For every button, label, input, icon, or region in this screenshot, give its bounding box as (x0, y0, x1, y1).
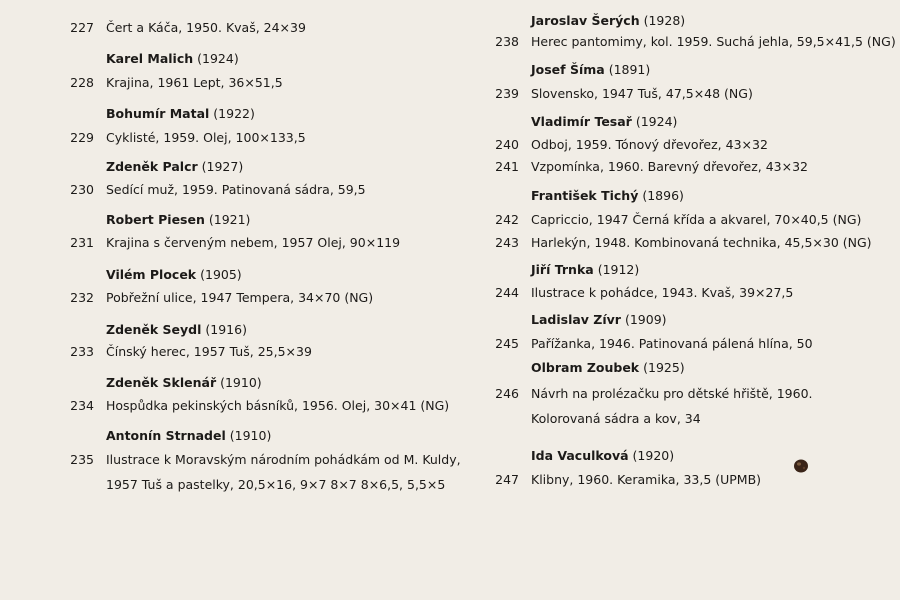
artist-name: Robert Piesen (106, 212, 205, 227)
entry-text: Capriccio, 1947 Černá křída a akvarel, 70×40,5 (NG) (531, 212, 862, 227)
artist-name: Olbram Zoubek (531, 360, 640, 375)
artist-year: (1924) (197, 51, 239, 66)
entry-text: Krajina s červeným nebem, 1957 Olej, 90×119 (106, 235, 401, 250)
artist-year: (1927) (201, 159, 244, 174)
artist-heading (531, 11, 685, 31)
entry-text: Ilustrace k pohádce, 1943. Kvaš, 39×27,5 (531, 285, 794, 300)
entry-text: Cyklisté, 1959. Olej, 100×133,5 (106, 130, 306, 145)
entry-number: 227 (70, 20, 94, 35)
artist-heading (106, 265, 242, 285)
artist-name: Jaroslav Šerých (531, 13, 640, 28)
entry-text: Návrh na prolézačku pro dětské hřiště, 1960. (531, 386, 813, 401)
entry-text: Hospůdka pekinských básníků, 1956. Olej, 30×41 (NG) (106, 398, 450, 413)
artist-heading (531, 310, 667, 330)
entry-text: Sedící muž, 1959. Patinovaná sádra, 59,5 (106, 182, 366, 197)
artist-year: (1891) (608, 62, 651, 77)
artist-year: (1921) (208, 212, 251, 227)
entry-number: 243 (495, 235, 519, 250)
artist-name: Karel Malich (106, 51, 194, 66)
artist-name: Ida Vaculková (531, 448, 629, 463)
artist-year: (1925) (643, 360, 685, 375)
entry-text: Herec pantomimy, kol. 1959. Suchá jehla, 59,5×41,5 (NG) (531, 34, 896, 49)
entry-number: 232 (70, 290, 94, 305)
artist-name: František Tichý (531, 188, 639, 203)
artist-heading (106, 426, 271, 446)
entry-text: Kolorovaná sádra a kov, 34 (531, 411, 701, 426)
entry-text: Ilustrace k Moravským národním pohádkám od M. Kuldy, (106, 452, 461, 467)
entry-number: 244 (495, 285, 519, 300)
artist-heading (106, 320, 247, 340)
artist-year: (1912) (597, 262, 640, 277)
artist-year: (1896) (642, 188, 684, 203)
artist-heading (531, 186, 684, 206)
artist-heading (531, 358, 685, 378)
artist-heading (531, 446, 674, 466)
artist-heading (106, 210, 250, 230)
artist-name: Vilém Plocek (106, 267, 197, 282)
artist-name: Jiří Trnka (531, 262, 594, 277)
entry-number: 230 (70, 182, 94, 197)
artist-year: (1909) (624, 312, 667, 327)
artist-year: (1910) (220, 375, 262, 390)
artist-name: Vladimír Tesař (531, 114, 632, 129)
entry-text: Slovensko, 1947 Tuš, 47,5×48 (NG) (531, 86, 753, 101)
entry-text: Vzpomínka, 1960. Barevný dřevořez, 43×32 (531, 159, 809, 174)
entry-text: Pobřežní ulice, 1947 Tempera, 34×70 (NG) (106, 290, 374, 305)
entry-number: 242 (495, 212, 519, 227)
entry-number: 238 (495, 34, 519, 49)
artist-heading (531, 112, 677, 132)
artist-heading (531, 260, 639, 280)
entry-number: 239 (495, 86, 519, 101)
entry-text: 1957 Tuš a pastelky, 20,5×16, 9×7 8×7 8×6,5, 5,5×5 (106, 477, 446, 492)
artist-heading (106, 49, 239, 69)
artist-year: (1920) (632, 448, 675, 463)
ink-stain (792, 458, 810, 474)
entry-number: 241 (495, 159, 519, 174)
artist-heading (106, 373, 262, 393)
artist-name: Zdeněk Sklenář (106, 375, 217, 390)
entry-text: Čert a Káča, 1950. Kvaš, 24×39 (106, 20, 306, 35)
entry-text: Odboj, 1959. Tónový dřevořez, 43×32 (531, 137, 768, 152)
artist-name: Antonín Strnadel (106, 428, 226, 443)
entry-number: 231 (70, 235, 94, 250)
entry-number: 240 (495, 137, 519, 152)
entry-number: 234 (70, 398, 94, 413)
entry-text: Čínský herec, 1957 Tuš, 25,5×39 (106, 344, 312, 359)
entry-text: Klibny, 1960. Keramika, 33,5 (UPMB) (531, 472, 762, 487)
entry-number: 245 (495, 336, 519, 351)
entry-number: 229 (70, 130, 94, 145)
entry-text: Harlekýn, 1948. Kombinovaná technika, 45,5×30 (NG) (531, 235, 872, 250)
artist-year: (1928) (643, 13, 686, 28)
artist-year: (1910) (229, 428, 272, 443)
entry-number: 228 (70, 75, 94, 90)
artist-name: Ladislav Zívr (531, 312, 621, 327)
entry-number: 246 (495, 386, 519, 401)
artist-heading (106, 157, 243, 177)
artist-year: (1924) (635, 114, 678, 129)
artist-name: Josef Šíma (531, 62, 605, 77)
artist-name: Zdeněk Palcr (106, 159, 198, 174)
artist-heading (106, 104, 255, 124)
artist-year: (1905) (200, 267, 242, 282)
entry-number: 233 (70, 344, 94, 359)
entry-number: 235 (70, 452, 94, 467)
artist-name: Zdeněk Seydl (106, 322, 202, 337)
entry-number: 247 (495, 472, 519, 487)
artist-year: (1922) (213, 106, 255, 121)
entry-text: Krajina, 1961 Lept, 36×51,5 (106, 75, 283, 90)
artist-year: (1916) (205, 322, 247, 337)
artist-heading (531, 60, 650, 80)
artist-name: Bohumír Matal (106, 106, 210, 121)
entry-text: Pařížanka, 1946. Patinovaná pálená hlína, 50 (531, 336, 813, 351)
